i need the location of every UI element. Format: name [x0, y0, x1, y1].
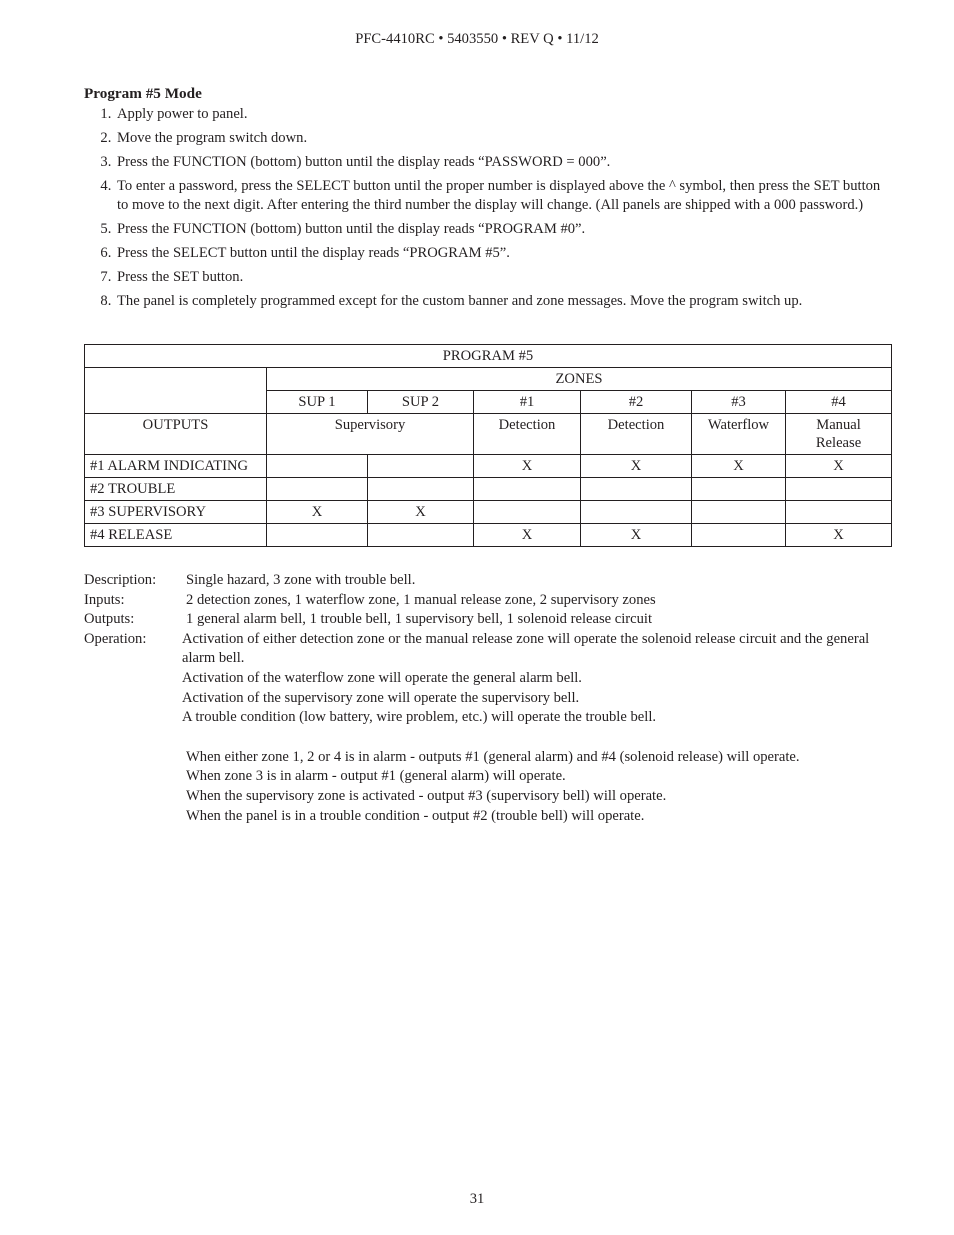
procedure-steps: [84, 105, 894, 311]
step-item: 5. Press the FUNCTION (bottom) button until the display reads “PROGRAM #0”.: [115, 220, 894, 239]
operation-line: Activation of either detection zone or the manual release zone will operate the solenoid release circuit and the general alarm bell.: [182, 630, 870, 667]
step-item: 1. Apply power to panel.: [115, 105, 894, 124]
table-cell: X: [368, 501, 474, 524]
zone-type-cell: [786, 414, 892, 455]
description-row: [84, 571, 894, 591]
table-row: [85, 501, 892, 524]
table-cell: [474, 501, 581, 524]
summary-line: When either zone 1, 2 or 4 is in alarm - outputs #1 (general alarm) and #4 (solenoid release) will operate.: [186, 748, 800, 765]
table-cell: [786, 501, 892, 524]
page-content: [84, 85, 894, 826]
zone-id-cell: #4: [786, 391, 892, 414]
zone-type-cell: Waterflow: [692, 414, 786, 455]
operation-line: A trouble condition (low battery, wire problem, etc.) will operate the trouble bell.: [182, 709, 657, 726]
table-row: [85, 455, 892, 478]
zone-type-line: Release: [815, 435, 862, 451]
zone-id-cell: SUP 1: [267, 391, 368, 414]
table-corner-cell: [85, 368, 267, 414]
operation-line: Activation of the supervisory zone will operate the supervisory bell.: [182, 689, 580, 706]
table-cell: [692, 501, 786, 524]
step-item: 3. Press the FUNCTION (bottom) button until the display reads “PASSWORD = 000”.: [115, 153, 894, 172]
output-label: #4 RELEASE: [85, 524, 267, 547]
table-cell: [267, 455, 368, 478]
table-cell: [786, 478, 892, 501]
inputs-label: Inputs:: [84, 591, 125, 608]
table-cell: X: [581, 455, 692, 478]
zone-id-cell: #1: [474, 391, 581, 414]
table-cell: X: [786, 524, 892, 547]
section-title: Program #5 Mode: [84, 85, 202, 102]
operation-label: Operation:: [84, 630, 147, 647]
step-item: 7. Press the SET button.: [115, 268, 894, 287]
zone-id-cell: #2: [581, 391, 692, 414]
table-cell: X: [474, 455, 581, 478]
table-row: [85, 478, 892, 501]
table-cell: [267, 478, 368, 501]
spacer: [182, 728, 894, 748]
description-label: Description:: [84, 572, 157, 588]
step-item: 6. Press the SELECT button until the display reads “PROGRAM #5”.: [115, 244, 894, 263]
outputs-header: OUTPUTS: [85, 414, 267, 455]
outputs-row: [84, 610, 894, 630]
operation-line: Activation of the waterflow zone will operate the general alarm bell.: [182, 669, 582, 686]
output-label: #3 SUPERVISORY: [85, 501, 267, 524]
description-block: [84, 571, 894, 826]
table-title: PROGRAM #5: [85, 345, 892, 368]
outputs-label: Outputs:: [84, 611, 135, 628]
zone-type-cell: Supervisory: [267, 414, 474, 455]
table-cell: X: [267, 501, 368, 524]
table-cell: [692, 524, 786, 547]
table-cell: [581, 478, 692, 501]
step-item: 8. The panel is completely programmed except for the custom banner and zone messages. Move the program switch up.: [115, 292, 894, 311]
outputs-value: 1 general alarm bell, 1 trouble bell, 1 supervisory bell, 1 solenoid release circuit: [186, 611, 653, 628]
program-table: [84, 344, 892, 547]
table-cell: [368, 478, 474, 501]
zones-header: ZONES: [267, 368, 892, 391]
operation-text: [182, 630, 894, 826]
output-label: #2 TROUBLE: [85, 478, 267, 501]
table-cell: [581, 501, 692, 524]
inputs-value: 2 detection zones, 1 waterflow zone, 1 manual release zone, 2 supervisory zones: [186, 591, 656, 608]
table-row: [85, 524, 892, 547]
summary-line: When zone 3 is in alarm - output #1 (general alarm) will operate.: [186, 768, 566, 785]
zone-id-cell: #3: [692, 391, 786, 414]
step-item: 2. Move the program switch down.: [115, 129, 894, 148]
zone-type-cell: Detection: [581, 414, 692, 455]
table-cell: X: [474, 524, 581, 547]
table-cell: [692, 478, 786, 501]
summary-line: When the supervisory zone is activated - output #3 (supervisory bell) will operate.: [186, 787, 667, 804]
zone-type-line: Manual: [816, 417, 861, 433]
table-cell: X: [692, 455, 786, 478]
page-number: 31: [469, 1191, 485, 1207]
table-cell: [474, 478, 581, 501]
output-label: #1 ALARM INDICATING: [85, 455, 267, 478]
inputs-row: [84, 591, 894, 611]
table-cell: X: [581, 524, 692, 547]
table-cell: X: [786, 455, 892, 478]
table-cell: [267, 524, 368, 547]
description-value: Single hazard, 3 zone with trouble bell.: [186, 572, 416, 588]
page-header: PFC-4410RC • 5403550 • REV Q • 11/12: [355, 31, 599, 47]
step-item: 4. To enter a password, press the SELECT button until the proper number is displayed above the ^ symbol, then press the SET button to move to the next digit. After entering the third number the display will change. (All panels are shipped with a 000 password.): [115, 177, 894, 215]
operation-row: [84, 630, 894, 826]
table-cell: [368, 455, 474, 478]
table-cell: [368, 524, 474, 547]
zone-id-cell: SUP 2: [368, 391, 474, 414]
zone-type-cell: Detection: [474, 414, 581, 455]
summary-line: When the panel is in a trouble condition - output #2 (trouble bell) will operate.: [186, 807, 645, 824]
